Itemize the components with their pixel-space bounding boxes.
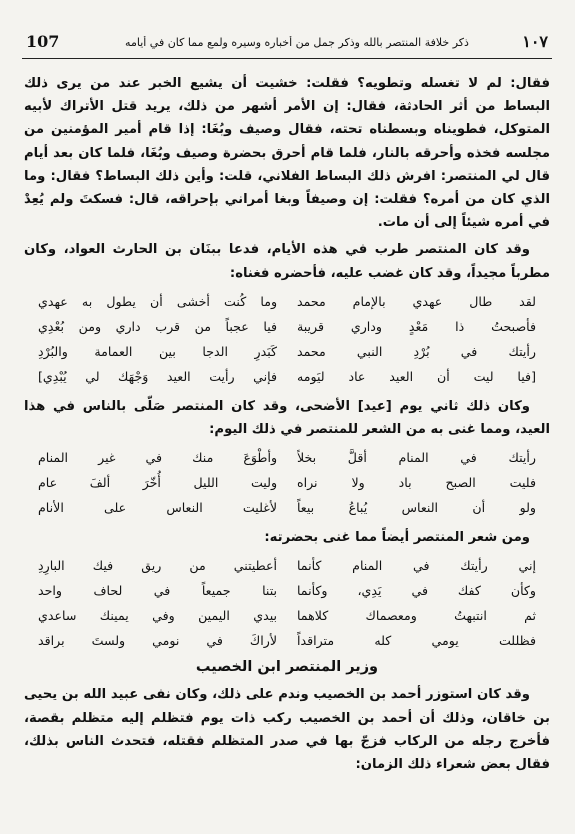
hemistich-second: وليت الليل أُخّرَ ألفَ عام	[38, 475, 278, 491]
hemistich-second: لأغليت النعاس على الأنام	[38, 500, 278, 516]
poem-2	[24, 445, 550, 520]
paragraph: وقد كان المنتصر طرب في هذه الأيام، فدعا ببنَان بن الحارث العواد، وكان مطرباً مجيداً، وقد كان غضب عليه، فأحضره فغناه:	[24, 242, 550, 281]
verse-line	[24, 578, 550, 603]
hemistich-second: لأراكَ في نومي ولستَ براقد	[38, 633, 278, 649]
hemistich-first: [فيا ليت أن العيد عاد ليَومه	[296, 368, 536, 384]
verse-line	[24, 314, 550, 339]
hemistich-first: رأيتك في المنام أقلَّ بخلاً	[296, 450, 536, 466]
verse-line	[24, 445, 550, 470]
hemistich-first: وكأن كفك في يَدِي، وكأنما	[296, 583, 536, 599]
hemistich-second: كَبَدرِ الدجا بين العمامة والبُرْدِ	[38, 343, 278, 359]
hemistich-second: فيا عجباً من قرب داري ومن بُعْدِي	[38, 318, 278, 334]
hemistich-first: فأصبحتُ ذا مَعْدٍ وداري قريبة	[296, 318, 536, 334]
hemistich-first: ثم انتبهتُ ومعصماك كلاهما	[296, 608, 536, 624]
hemistich-first: إني رأيتك في المنام كأنما	[296, 558, 536, 574]
poem-3	[24, 553, 550, 653]
hemistich-second: بيدي اليمين وفي يمينك ساعدي	[38, 608, 278, 624]
verse-line	[24, 470, 550, 495]
paragraph: وقد كان استوزر أحمد بن الخصيب وندم على ذلك، وكان نفى عبيد الله بن يحيى بن خاقان، وذلك أن أحمد بن الخصيب ركب ذات يوم فتظلم إليه متظلم بقصة، فأخرج رجله من الركاب فزجّ بها في صدر المتظلم فقتله، فتحدث الناس بذلك، فقال بعض شعراء ذلك الزمان:	[24, 687, 550, 773]
hemistich-first: رأيتك في بُرْدِ النبي محمد	[296, 343, 536, 359]
page-body	[24, 72, 550, 776]
page-number-latin: 107	[26, 32, 60, 51]
paragraph: وكان ذلك ثاني يوم [عيد] الأضحى، وقد كان المنتصر صَلّى بالناس في هذا العيد، ومما غنى به من الشعر للمنتصر في ذلك اليوم:	[24, 398, 550, 438]
verse-line	[24, 289, 550, 314]
running-header	[22, 30, 552, 59]
hemistich-first: ولو أن النعاس يُباعُ بيعاً	[296, 500, 536, 516]
verse-line	[24, 628, 550, 653]
hemistich-second: بتنا جميعاً في لحاف واحد	[38, 583, 278, 599]
hemistich-second: أعطيتني من ريق فيك البارِدِ	[38, 558, 278, 574]
hemistich-second: وما كُنت أخشى أن يطول به عهدي	[38, 293, 278, 309]
section-heading: وزير المنتصر ابن الخصيب	[195, 659, 379, 676]
poem-1	[24, 289, 550, 389]
verse-line	[24, 603, 550, 628]
hemistich-first: فظللت يومي كله متراقداً	[296, 633, 536, 649]
hemistich-second: فإني رأيت العيد وَجْهَك لي يُبْدِي]	[38, 368, 278, 384]
paragraph: ومن شعر المنتصر أيضاً مما غنى بحضرته:	[264, 530, 530, 546]
verse-line	[24, 495, 550, 520]
verse-line	[24, 339, 550, 364]
verse-line	[24, 364, 550, 389]
hemistich-first: فليت الصبح باد ولا نراه	[296, 475, 536, 491]
hemistich-second: وأطْوَعَ منك في غير المنام	[38, 450, 278, 466]
hemistich-first: لقد طال عهدي بالإمام محمد	[296, 293, 536, 309]
verse-line	[24, 553, 550, 578]
paragraph: فقال: لم لا تغسله وتطويه؟ فقلت: خشيت أن يشيع الخبر عند من يرى ذلك البساط من أثر الحادثة، فقال: إن الأمر أشهر من ذلك، يريد قتل الأتراك لأبيه المتوكل، فطويناه وبسطناه تحته، فقال وصيف وبُغَا: إذا قام أمير المؤمنين من مجلسه فخذه وأحرقه بالنار، فلما قام أحرق بحضرة وصيف وبُغَا، فلما كان بعد أيام قال لي المنتصر: افرش ذلك البساط الفلاني، قلت: وأين ذلك البساط؟ فقال: وما الذي كان من أمره؟ فقلت: إن وصيفاً وبغا أمراني بإحراقه، قال: فسكتَ ولم يُعِدْ في أمره شيئاً إلى أن مات.	[24, 76, 550, 231]
page-number-arabic: ١٠٧	[522, 32, 548, 51]
running-title: ذكر خلافة المنتصر بالله وذكر جمل من أخباره وسيره ولمع مما كان في أيامه	[125, 36, 469, 49]
